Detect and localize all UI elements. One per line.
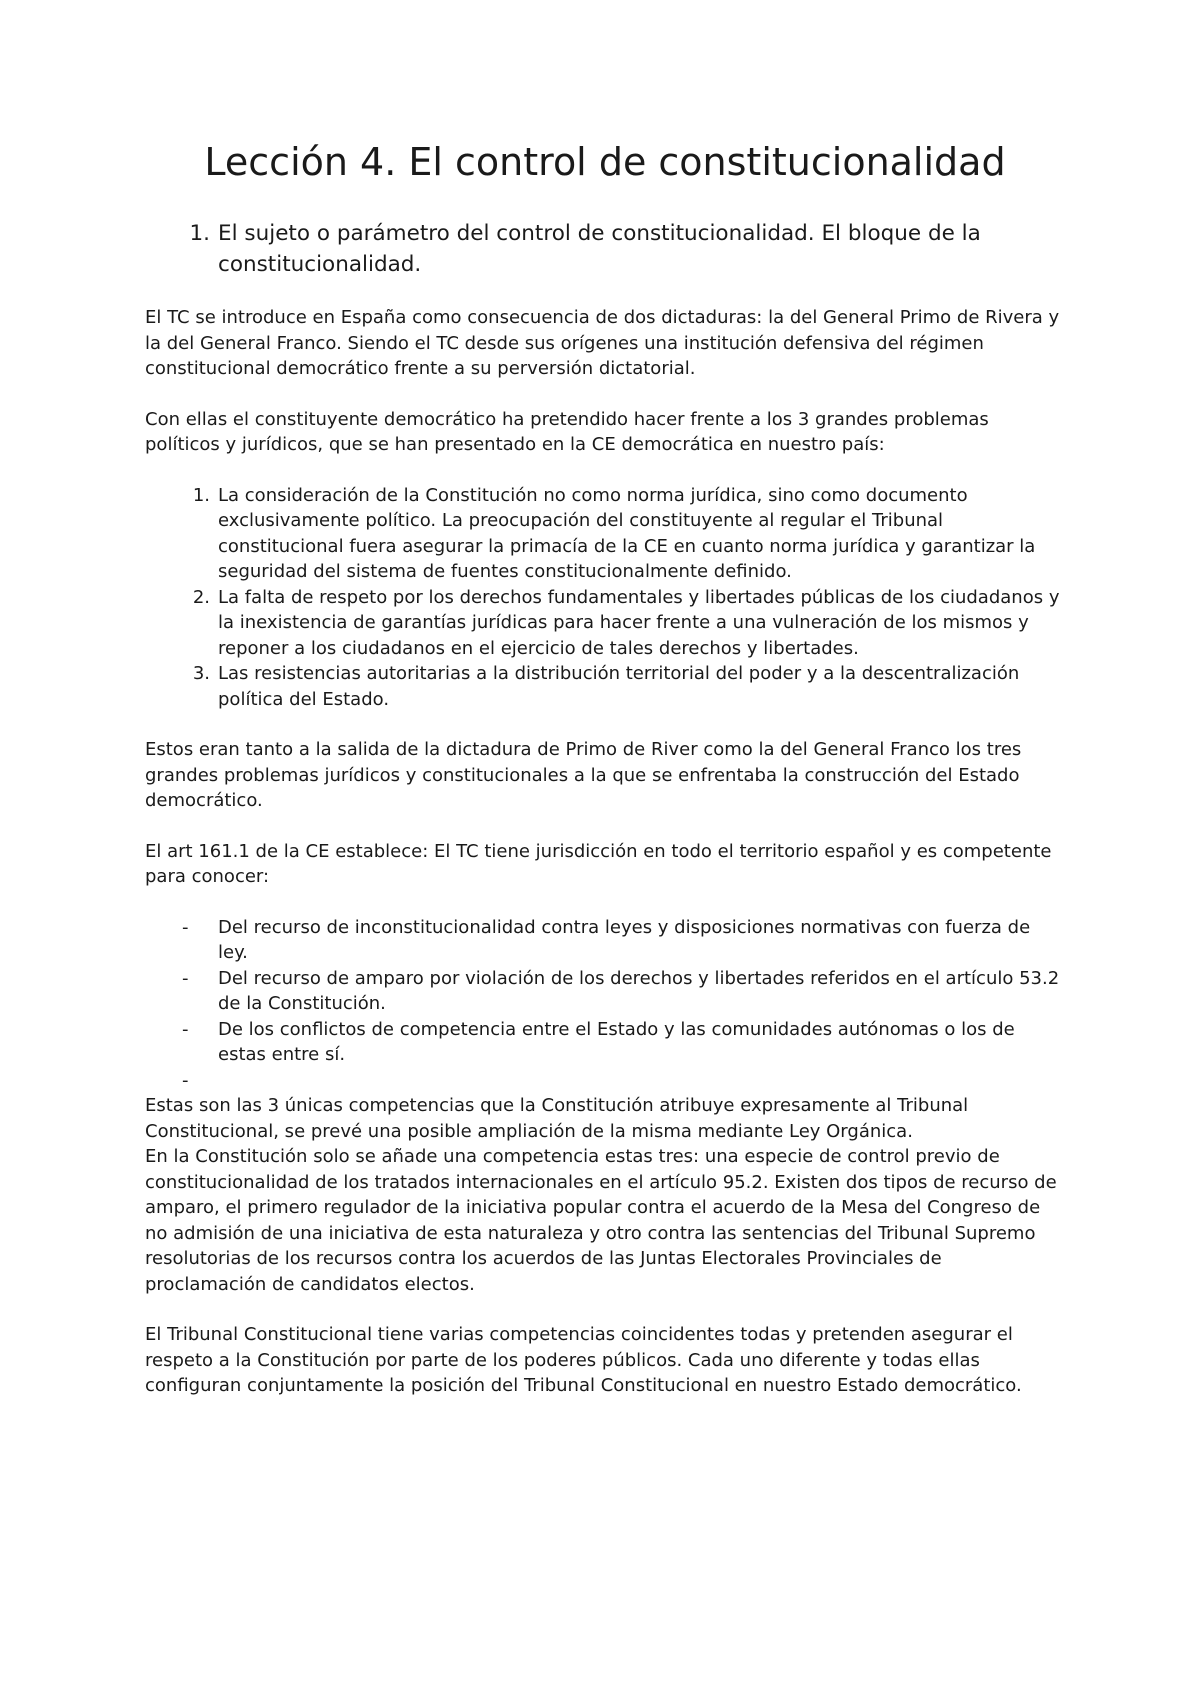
list-item-text: Del recurso de inconstitucionalidad contra leyes y disposiciones normativas con fuerza de ley. bbox=[218, 916, 1031, 963]
document-page bbox=[145, 140, 1065, 1424]
list-item bbox=[145, 1017, 1065, 1068]
list-marker: 2. bbox=[192, 586, 210, 608]
paragraph-competences-1: Estas son las 3 únicas competencias que la Constitución atribuye expresamente al Tribunal Constitucional, se prevé una posible ampliación de la misma mediante Ley Orgánica. bbox=[145, 1095, 969, 1142]
list-item-text bbox=[218, 1068, 1065, 1094]
problems-list bbox=[145, 483, 1065, 713]
list-marker: - bbox=[182, 967, 189, 989]
list-item-text: De los conflictos de competencia entre el Estado y las comunidades autónomas o los de estas entre sí. bbox=[218, 1018, 1015, 1065]
list-item bbox=[145, 1068, 1065, 1094]
paragraph-final: El Tribunal Constitucional tiene varias competencias coincidentes todas y pretenden asegurar el respeto a la Constitución por parte de los poderes públicos. Cada uno diferente y todas ellas configuran conjuntamente la posición del Tribunal Constitucional en nuestro Estado democrático. bbox=[145, 1324, 1022, 1396]
list-item-text: La consideración de la Constitución no como norma jurídica, sino como documento exclusivamente político. La preocupación del constituyente al regular el Tribunal constitucional fuera asegurar la primacía de la CE en cuanto norma jurídica y garantizar la seguridad del sistema de fuentes constitucionalmente definido. bbox=[218, 484, 1036, 582]
list-item bbox=[145, 915, 1065, 966]
competences-list bbox=[145, 915, 1065, 1094]
paragraph-after-problems: Estos eran tanto a la salida de la dictadura de Primo de River como la del General Franco los tres grandes problemas jurídicos y constitucionales a la que se enfrentaba la construcción del Estado democrático. bbox=[145, 739, 1022, 811]
list-marker: 1. bbox=[192, 484, 210, 506]
paragraph-problems-intro: Con ellas el constituyente democrático ha pretendido hacer frente a los 3 grandes problemas políticos y jurídicos, que se han presentado en la CE democrática en nuestro país: bbox=[145, 408, 989, 455]
list-marker: - bbox=[182, 916, 189, 938]
list-item bbox=[145, 483, 1065, 585]
list-item bbox=[145, 661, 1065, 712]
document-title: Lección 4. El control de constitucionalidad bbox=[204, 140, 1006, 184]
paragraph-intro: El TC se introduce en España como consecuencia de dos dictaduras: la del General Primo de Rivera y la del General Franco. Siendo el TC desde sus orígenes una institución defensiva del régimen constitucional democrático frente a su perversión dictatorial. bbox=[145, 307, 1060, 379]
list-marker: 3. bbox=[192, 663, 210, 684]
list-marker: - bbox=[182, 1069, 189, 1091]
list-item-text: Las resistencias autoritarias a la distribución territorial del poder y a la descentralización política del Estado. bbox=[218, 663, 1020, 710]
section-number: 1. bbox=[189, 221, 210, 246]
section-heading bbox=[145, 218, 1065, 280]
paragraph-competences-2: En la Constitución solo se añade una competencia estas tres: una especie de control previo de constitucionalidad de los tratados internacionales en el artículo 95.2. Existen dos tipos de recurso de amparo, el primero regulador de la iniciativa popular contra el acuerdo de la Mesa del Congreso de no admisión de una iniciativa de esta naturaleza y otro contra las sentencias del Tribunal Supremo resolutorias de los recursos contra los acuerdos de las Juntas Electorales Provinciales de proclamación de candidatos electos. bbox=[145, 1146, 1057, 1295]
list-item bbox=[145, 585, 1065, 662]
list-item-text: Del recurso de amparo por violación de los derechos y libertades referidos en el artículo 53.2 de la Constitución. bbox=[218, 967, 1060, 1014]
list-item-text: La falta de respeto por los derechos fundamentales y libertades públicas de los ciudadanos y la inexistencia de garantías jurídicas para hacer frente a una vulneración de los mismos y reponer a los ciudadanos en el ejercicio de tales derechos y libertades. bbox=[218, 586, 1060, 659]
paragraph-art-161: El art 161.1 de la CE establece: El TC tiene jurisdicción en todo el territorio español y es competente para conocer: bbox=[145, 840, 1052, 887]
section-title: El sujeto o parámetro del control de constitucionalidad. El bloque de la constitucionalidad. bbox=[218, 221, 981, 277]
list-item bbox=[145, 966, 1065, 1017]
list-marker: - bbox=[182, 1018, 189, 1040]
